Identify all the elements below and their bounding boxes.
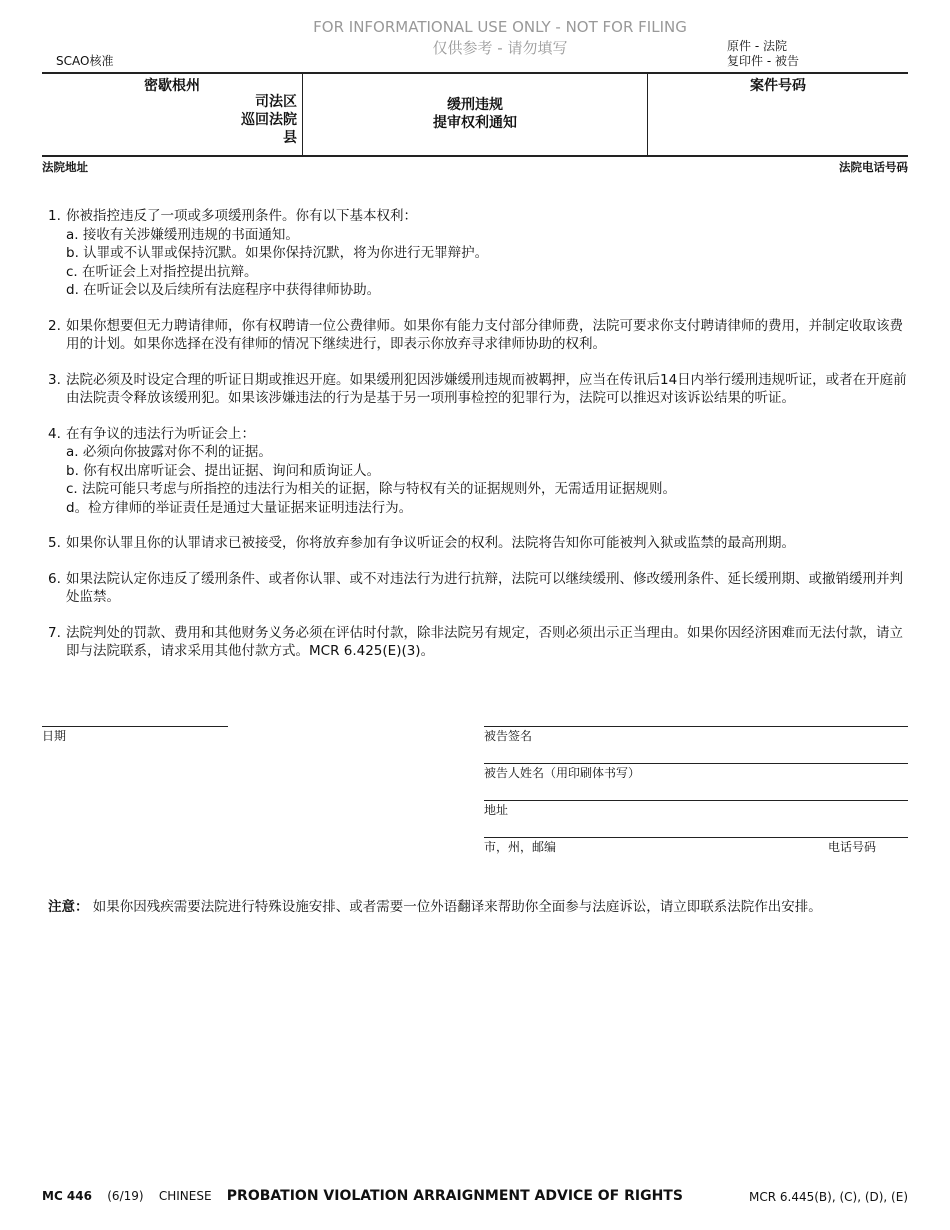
city-state-zip-label: 市，州，邮编	[484, 840, 557, 854]
item-number: 5.	[48, 535, 61, 551]
note-label: 注意：	[48, 899, 89, 915]
item-number: 4.	[48, 425, 61, 442]
item-sub-a: a. 必须向你披露对你不利的证据。	[66, 444, 272, 460]
date-line[interactable]	[42, 726, 228, 727]
court-phone-label: 法院电话号码	[839, 160, 908, 174]
item-sub-c: c. 法院可能只考虑与所指控的违法行为相关的证据，除与特权有关的证据规则外，无需适用证据规则。	[66, 481, 677, 497]
rights-item-5	[48, 534, 910, 553]
court-district-block	[42, 93, 297, 147]
item-sub-c: c. 在听证会上对指控提出抗辩。	[66, 263, 258, 280]
item-number: 7.	[48, 624, 61, 641]
item-sub-d: d。检方律师的举证责任是通过大量证据来证明违法行为。	[66, 499, 413, 516]
item-sub-d: d. 在听证会以及后续所有法庭程序中获得律师协助。	[66, 282, 381, 298]
state-name: 密歇根州	[144, 78, 200, 94]
item-text: 如果法院认定你违反了缓刑条件、或者你认罪、或不对违法行为进行抗辩，法院可以继续缓刑、修改缓刑条件、延长缓刑期、或撤销缓刑并判处监禁。	[66, 570, 903, 605]
circuit-court-label: 巡回法院	[241, 112, 297, 128]
item-number: 1.	[48, 208, 61, 224]
note-text: 如果你因残疾需要法院进行特殊设施安排、或者需要一位外语翻译来帮助你全面参与法庭诉讼，请立即联系法院作出安排。	[92, 899, 822, 915]
defendant-signature-line[interactable]	[484, 726, 908, 727]
district-label: 司法区	[255, 94, 297, 110]
item-text: 如果你想要但无力聘请律师，你有权聘请一位公费律师。如果你有能力支付部分律师费，法院可要求你支付聘请律师的费用，并制定收取该费用的计划。如果你选择在没有律师的情况下继续进行，即表示你放弃寻求律师协助的权利。	[66, 317, 903, 352]
form-number: MC 446	[42, 1189, 92, 1203]
item-number: 6.	[48, 570, 61, 587]
phone-label: 电话号码	[828, 840, 877, 854]
defendant-name-label: 被告人姓名（用印刷体书写）	[484, 766, 641, 780]
item-number: 2.	[48, 317, 61, 334]
defendant-signature-label: 被告签名	[484, 729, 533, 743]
court-address-label: 法院地址	[42, 160, 88, 174]
rights-item-2	[48, 317, 910, 354]
rights-item-6	[48, 570, 910, 607]
copy-original: 原件 - 法院	[727, 39, 787, 53]
item-number: 3.	[48, 371, 61, 388]
header-bottom-rule	[42, 155, 908, 157]
item-sub-b: b. 认罪或不认罪或保持沉默。如果你保持沉默，将为你进行无罪辩护。	[66, 245, 489, 261]
county-label: 县	[283, 130, 297, 146]
footer	[42, 1188, 683, 1204]
watermark-chinese: 仅供参考 - 请勿填写	[432, 39, 568, 57]
rights-list	[48, 207, 910, 678]
item-sub-a: a. 接收有关涉嫌缓刑违规的书面通知。	[66, 226, 299, 243]
form-title-line-1: 缓刑违规	[447, 97, 503, 113]
form-language: CHINESE	[158, 1189, 212, 1203]
form-title	[303, 96, 647, 132]
item-text: 法院必须及时设定合理的听证日期或推迟开庭。如果缓刑犯因涉嫌缓刑违规而被羁押，应当在传讯后14日内举行缓刑违规听证，或者在开庭前由法院责令释放该缓刑犯。如果该涉嫌违法的行为是基于另一项刑事检控的犯罪行为，法院可以推迟对该诉讼结果的听证。	[66, 371, 907, 406]
form-revision: (6/19)	[107, 1189, 144, 1203]
copy-duplicate: 复印件 - 被告	[727, 54, 799, 68]
scao-approval: SCAO核准	[56, 54, 114, 68]
item-text: 法院判处的罚款、费用和其他财务义务必须在评估时付款，除非法院另有规定，否则必须出示正当理由。如果你因经济困难而无法付款，请立即与法院联系，请求采用其他付款方式。MCR 6.425(E)(3)。	[66, 624, 903, 659]
footer-rule-reference: MCR 6.445(B), (C), (D), (E)	[748, 1190, 908, 1204]
date-label: 日期	[42, 729, 67, 743]
accommodation-note	[48, 898, 910, 917]
rights-item-7	[48, 624, 910, 661]
item-text: 在有争议的违法行为听证会上：	[66, 425, 255, 442]
item-sub-b: b. 你有权出席听证会、提出证据、询问和质询证人。	[66, 462, 381, 479]
item-text: 你被指控违反了一项或多项缓刑条件。你有以下基本权利：	[66, 208, 417, 224]
rights-item-4	[48, 425, 910, 518]
rights-item-3	[48, 371, 910, 408]
address-label: 地址	[484, 803, 509, 817]
watermark-english: FOR INFORMATIONAL USE ONLY - NOT FOR FILING	[313, 18, 687, 36]
address-line[interactable]	[484, 800, 908, 801]
case-number-label: 案件号码	[750, 78, 806, 94]
footer-title: PROBATION VIOLATION ARRAIGNMENT ADVICE OF RIGHTS	[226, 1188, 683, 1204]
header-top-rule	[42, 72, 908, 74]
item-text: 如果你认罪且你的认罪请求已被接受，你将放弃参加有争议听证会的权利。法院将告知你可能被判入狱或监禁的最高刑期。	[66, 535, 795, 551]
form-title-line-2: 提审权利通知	[433, 115, 517, 131]
rights-item-1	[48, 207, 910, 300]
